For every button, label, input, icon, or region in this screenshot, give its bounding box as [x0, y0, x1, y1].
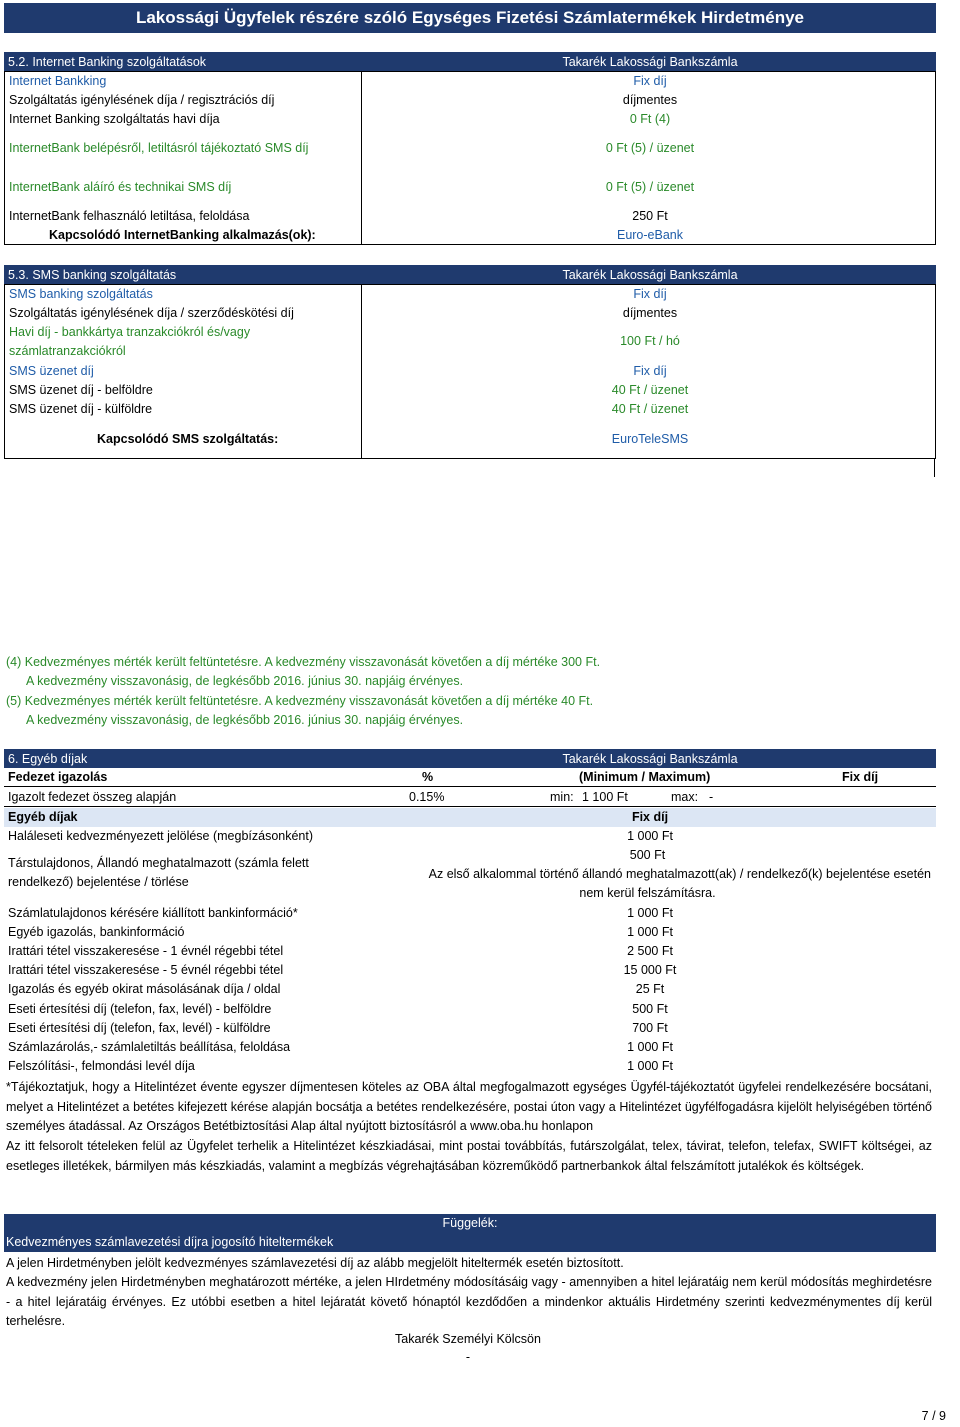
sms-row-label: SMS üzenet díj - külföldre [9, 402, 153, 416]
sms-row-label: Kapcsolódó SMS szolgáltatás: [97, 432, 279, 446]
sms-row-label: SMS banking szolgáltatás [9, 287, 153, 301]
appendix-subtitle: Kedvezményes számlavezetési díjra jogosító hiteltermékek [6, 1235, 334, 1249]
fee-value: 1 000 Ft [627, 906, 673, 920]
ib-row [5, 226, 935, 245]
sms-row-value: EuroTeleSMS [611, 432, 689, 446]
footnote-oba: *Tájékoztatjuk, hogy a Hitelintézet évente egyszer díjmentesen köteles az OBA által megfogalmazott egységes Ügyfél-tájékoztatót ügyfelei rendelkezésére bocsátani, melyet a Hitelintézet a betétes kifejezett kérése alapján bocsátja a betétes rendelkezésére, postai úton vagy a Hitelintézet ügyfélfogadásra kijelölt helyiségében történő személyes átadással. Az Országos Betétbiztosítási Alap által nyújtott biztosításról a www.oba.hu honlapon [6, 1080, 932, 1133]
fee-row [4, 1038, 936, 1057]
ib-row-label: InternetBank belépésről, letiltásról tájékoztató SMS díj [9, 141, 309, 155]
fedezet-pct-header: % [422, 770, 434, 784]
fee-row [4, 827, 936, 846]
sms-row-value: Fix díj [633, 287, 667, 301]
fedezet-minmax-header: (Minimum / Maximum) [579, 770, 711, 784]
ib-row-value: 0 Ft (4) [629, 112, 671, 126]
ib-column-title: Takarék Lakossági Bankszámla [562, 54, 738, 69]
fee-row [4, 904, 936, 923]
ib-row-label: InternetBank felhasználó letiltása, feloldása [9, 209, 250, 223]
sms-row-label: Szolgáltatás igénylésének díja / szerződéskötési díj [9, 306, 294, 320]
tarstulaj-note-line2: nem kerül felszámításra. [579, 886, 716, 900]
ib-row-label: Kapcsolódó InternetBanking alkalmazás(ok): [49, 228, 316, 242]
fee-row [4, 980, 936, 999]
note-4: (4) Kedvezményes mérték került feltüntetésre. A kedvezmény visszavonását követően a díj mértéke 300 Ft. [6, 655, 601, 669]
other-table [4, 768, 936, 1078]
igazolt-max-label: max: [671, 790, 699, 804]
igazolt-row [4, 788, 936, 807]
igazolt-min-value: 1 100 Ft [582, 790, 628, 804]
sms-row-value: 40 Ft / üzenet [611, 402, 689, 416]
note-5-validity: A kedvezmény visszavonásig, de legkésőbb 2016. június 30. napjáig érvényes. [26, 713, 464, 727]
sms-row-value: 100 Ft / hó [620, 334, 680, 348]
page-title-banner [4, 3, 936, 33]
sms-row-label: SMS üzenet díj - belföldre [9, 383, 153, 397]
fee-label: Felszólítási-, felmondási levél díja [8, 1059, 195, 1073]
appendix-dash: - [465, 1350, 471, 1364]
appendix-p1: A jelen Hirdetményben jelölt kedvezményes számlavezetési díj az alább megjelölt hiteltermék esetén biztosított. [6, 1256, 624, 1270]
sms-row-label: SMS üzenet díj [9, 364, 94, 378]
page-title: Lakossági Ügyfelek részére szóló Egységes Fizetési Számlatermékek Hirdetménye [135, 8, 805, 27]
sms-row [5, 381, 935, 400]
fee-label: Irattári tétel visszakeresése - 5 évnél régebbi tétel [8, 963, 284, 977]
ib-row [5, 207, 935, 226]
fee-value: 1 000 Ft [627, 1040, 673, 1054]
note-5: (5) Kedvezményes mérték került feltüntetésre. A kedvezmény visszavonását követően a díj mértéke 40 Ft. [6, 694, 594, 708]
other-section-header [4, 749, 936, 768]
footnote-costs: Az itt felsorolt tételeken felül az Ügyfelet terhelik a Hitelintézet készkiadásai, mint postai továbbítás, futárszolgálat, telex, távirat, telefon, telefax, SWIFT költségei, az esetleges illetékek, bármilyen más készkiadás, valamint a megbízás végrehajtásában közreműködő partnerbankok által felszámított jutalékok és költségek. [6, 1139, 932, 1173]
tarstulaj-value: 500 Ft [629, 848, 666, 862]
fee-label: Haláleseti kedvezményezett jelölése (megbízásonként) [8, 829, 314, 843]
igazolt-label: Igazolt fedezet összeg alapján [8, 790, 177, 804]
igazolt-pct: 0.15% [409, 790, 445, 804]
page-number: 7 / 9 [921, 1409, 946, 1423]
fee-label: Eseti értesítési díj (telefon, fax, levél) - külföldre [8, 1021, 271, 1035]
sms-row-label: Havi díj - bankkártya tranzakciókról és/vagy [9, 325, 251, 339]
ib-row-label: Internet Banking szolgáltatás havi díja [9, 112, 220, 126]
other-section-title: 6. Egyéb díjak [8, 751, 88, 766]
tarstulaj-note: Az első alkalommal történő állandó meghatalmazott(ak) / rendelkező(k) bejelentése esetén [428, 867, 931, 881]
fee-value: 1 000 Ft [627, 829, 673, 843]
sms-section-title: 5.3. SMS banking szolgáltatás [8, 267, 177, 282]
fee-row [4, 1000, 936, 1019]
fee-label: Eseti értesítési díj (telefon, fax, levél) - belföldre [8, 1002, 272, 1016]
ib-row-value: Euro-eBank [616, 228, 683, 242]
fee-value: 25 Ft [635, 982, 665, 996]
fedezet-row [4, 768, 936, 787]
tarstulaj-row [4, 846, 936, 904]
fee-label: Irattári tétel visszakeresése - 1 évnél régebbi tétel [8, 944, 284, 958]
appendix-title: Függelék: [442, 1216, 498, 1230]
sms-row [5, 323, 935, 361]
ib-row-value: díjmentes [622, 93, 678, 107]
ib-row [5, 178, 935, 197]
fee-row [4, 1057, 936, 1076]
ib-section-header [4, 52, 936, 71]
fee-row [4, 1019, 936, 1038]
sms-row [5, 400, 935, 419]
sms-row-value: Fix díj [633, 364, 667, 378]
ib-row [5, 91, 935, 110]
egyeb-value: Fix díj [631, 810, 669, 824]
sms-row [5, 430, 935, 449]
sms-row [5, 285, 935, 304]
ib-section-title: 5.2. Internet Banking szolgáltatások [8, 54, 207, 69]
ib-row-value: 250 Ft [632, 209, 668, 223]
ib-row-value: 0 Ft (5) / üzenet [605, 180, 695, 194]
sms-row [5, 304, 935, 323]
sms-row [5, 362, 935, 381]
ib-row-label: Internet Bankking [9, 74, 107, 88]
fee-label: Egyéb igazolás, bankinformáció [8, 925, 185, 939]
fee-row [4, 961, 936, 980]
fee-label: Igazolás és egyéb okirat másolásának díja / oldal [8, 982, 281, 996]
ib-row-label: InternetBank aláíró és technikai SMS díj [9, 180, 232, 194]
tarstulaj-label-line2: rendelkező) bejelentése / törlése [8, 875, 189, 889]
fee-value: 700 Ft [632, 1021, 668, 1035]
tarstulaj-label: Társtulajdonos, Állandó meghatalmazott (számla felett [8, 856, 309, 870]
ib-table [4, 71, 936, 245]
ib-row-value: Fix díj [633, 74, 667, 88]
fee-value: 2 500 Ft [627, 944, 673, 958]
fedezet-label: Fedezet igazolás [8, 770, 108, 784]
ib-row-label: Szolgáltatás igénylésének díja / regisztrációs díj [9, 93, 275, 107]
igazolt-min-label: min: [550, 790, 574, 804]
appendix-header [4, 1214, 936, 1252]
igazolt-max-value: - [709, 790, 714, 804]
note-4-validity: A kedvezmény visszavonásig, de legkésőbb 2016. június 30. napjáig érvényes. [26, 674, 464, 688]
sms-row-label-line2: számlatranzakciókról [9, 344, 126, 358]
ib-row-value: 0 Ft (5) / üzenet [605, 141, 695, 155]
fee-value: 15 000 Ft [623, 963, 677, 977]
ib-row [5, 72, 935, 91]
fee-value: 1 000 Ft [627, 1059, 673, 1073]
sms-row-value: díjmentes [622, 306, 678, 320]
sms-column-title: Takarék Lakossági Bankszámla [562, 267, 738, 282]
fedezet-fix-header: Fix díj [842, 770, 879, 784]
fee-label: Számlazárolás,- számlaletiltás beállítása, feloldása [8, 1040, 291, 1054]
sms-row-value: 40 Ft / üzenet [611, 383, 689, 397]
fee-value: 1 000 Ft [627, 925, 673, 939]
fee-label: Számlatulajdonos kérésére kiállított bankinformáció* [8, 906, 298, 920]
sms-section-header [4, 265, 936, 284]
egyeb-label: Egyéb díjak [8, 810, 78, 824]
fee-row [4, 942, 936, 961]
egyeb-row [4, 808, 936, 827]
fee-row [4, 923, 936, 942]
appendix-p2: A kedvezmény jelen Hirdetményben meghatározott mértéke, a jelen HIrdetmény módosításáig vagy - amennyiben a hitel lejáratáig nem kerül módosítás meghirdetésre - a hitel lejáratáig érvényes. Ez utóbbi esetben a hitel lejáratát követő hónaptól kezdődően a mindenkor aktuális Hirdetmény szerinti kedvezménymentes díj kerül terhelésre. [6, 1275, 932, 1328]
sms-table [4, 284, 936, 459]
ib-row [5, 139, 935, 158]
other-column-title: Takarék Lakossági Bankszámla [562, 751, 738, 766]
fee-value: 500 Ft [632, 1002, 668, 1016]
appendix-product: Takarék Személyi Kölcsön [395, 1332, 541, 1346]
ib-row [5, 110, 935, 129]
